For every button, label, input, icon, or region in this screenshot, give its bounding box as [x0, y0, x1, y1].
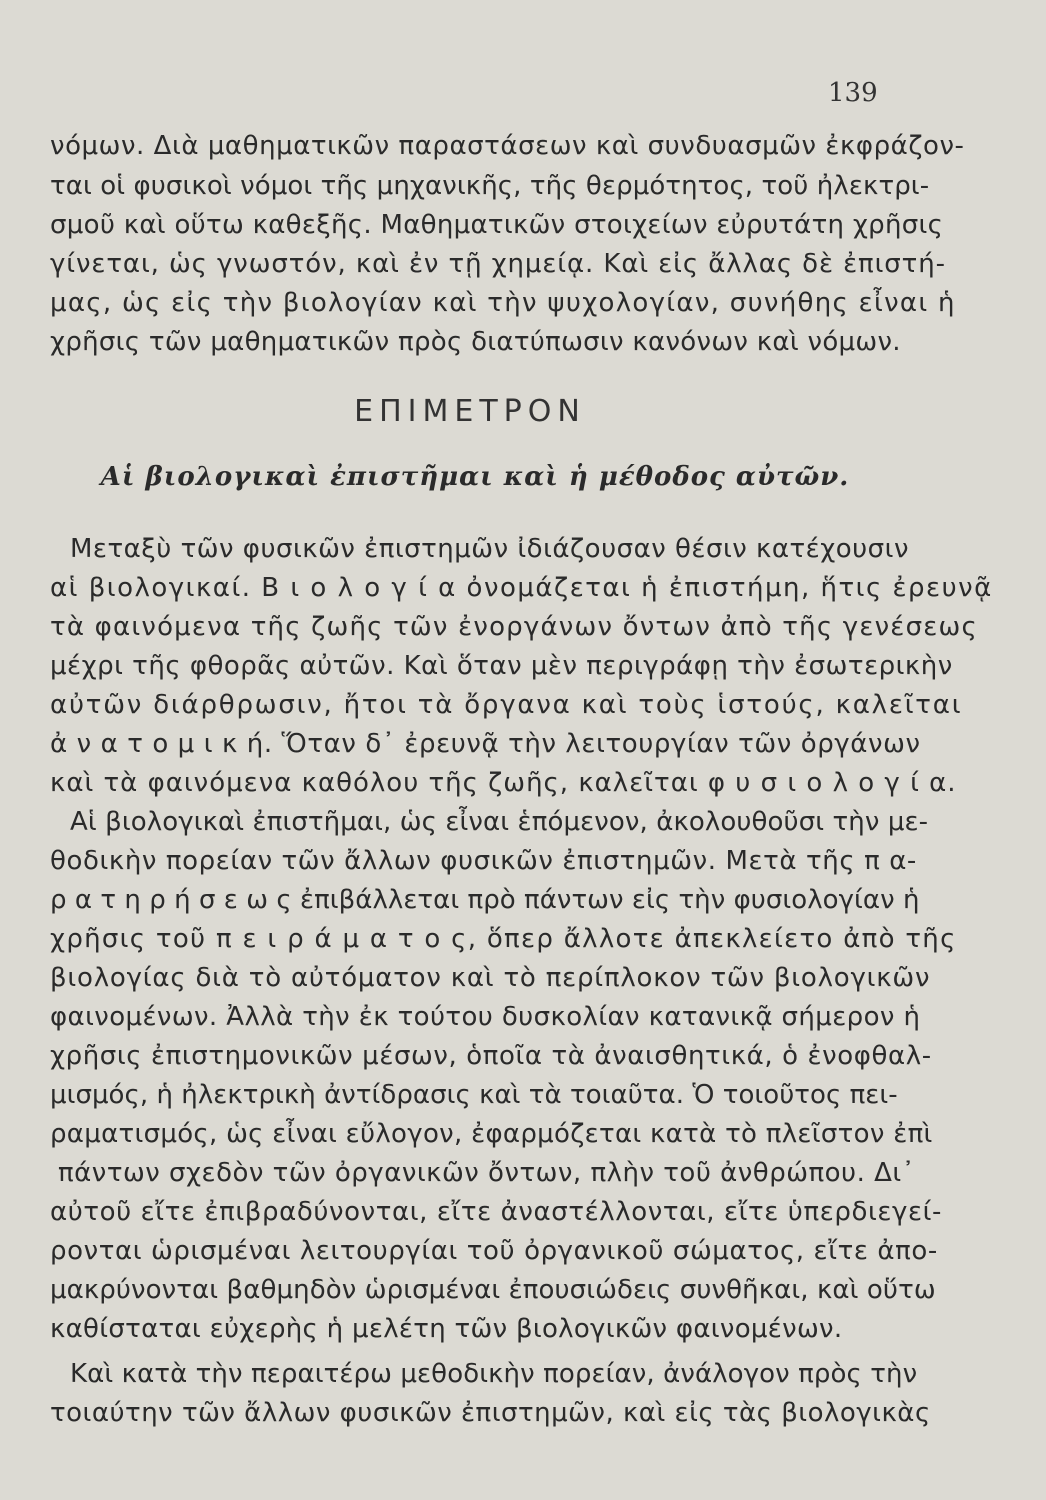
text-line: αὐτῶν διάρθρωσιν, ἤτοι τὰ ὄργανα καὶ τοὺς ἱστούς, καλεῖται	[50, 690, 963, 720]
text-line: ἀ ν α τ ο μ ι κ ή. Ὅταν δ᾽ ἐρευνᾷ τὴν λειτουργίαν τῶν ὀργάνων	[50, 729, 921, 759]
text-line: μέχρι τῆς φθορᾶς αὐτῶν. Καὶ ὅταν μὲν περιγράφῃ τὴν ἐσωτερικὴν	[50, 651, 953, 681]
text-line: ραματισμός, ὡς εἶναι εὔλογον, ἐφαρμόζεται κατὰ τὸ πλεῖστον ἐπὶ	[50, 1119, 933, 1149]
text-line: χρῆσις τῶν μαθηματικῶν πρὸς διατύπωσιν κανόνων καὶ νόμων.	[50, 327, 901, 357]
text-line: θοδικὴν πορείαν τῶν ἄλλων φυσικῶν ἐπιστημῶν. Μετὰ τῆς π α-	[50, 846, 917, 876]
text-line: ρονται ὡρισμέναι λειτουργίαι τοῦ ὀργανικοῦ σώματος, εἴτε ἀπο-	[50, 1236, 938, 1266]
text-line: χρῆσις τοῦ π ε ι ρ ά μ α τ ο ς, ὅπερ ἄλλοτε ἀπεκλείετο ἀπὸ τῆς	[50, 924, 957, 954]
page-number: 139	[828, 78, 878, 108]
text-line: μας, ὡς εἰς τὴν βιολογίαν καὶ τὴν ψυχολογίαν, συνήθης εἶναι ἡ	[50, 288, 956, 318]
text-line: νόμων. Διὰ μαθηματικῶν παραστάσεων καὶ συνδυασμῶν ἐκφράζον-	[50, 131, 965, 161]
text-line: αἱ βιολογικαί. Β ι ο λ ο γ ί α ὀνομάζεται ἡ ἐπιστήμη, ἥτις ἐρευνᾷ	[50, 573, 993, 603]
text-line: τὰ φαινόμενα τῆς ζωῆς τῶν ἐνοργάνων ὄντων ἀπὸ τῆς γενέσεως	[50, 612, 978, 642]
section-heading: ΕΠΙΜΕΤΡΟΝ	[354, 394, 586, 429]
text-line: βιολογίας διὰ τὸ αὐτόματον καὶ τὸ περίπλοκον τῶν βιολογικῶν	[50, 963, 931, 993]
text-line: Καὶ κατὰ τὴν περαιτέρω μεθοδικὴν πορείαν, ἀνάλογον πρὸς τὴν	[70, 1359, 918, 1389]
text-line: χρῆσις ἐπιστημονικῶν μέσων, ὁποῖα τὰ ἀναισθητικά, ὁ ἐνοφθαλ-	[50, 1041, 932, 1071]
text-line: μισμός, ἡ ἠλεκτρικὴ ἀντίδρασις καὶ τὰ τοιαῦτα. Ὁ τοιοῦτος πει-	[50, 1080, 898, 1110]
text-line: καθίσταται εὐχερὴς ἡ μελέτη τῶν βιολογικῶν φαινομένων.	[50, 1314, 843, 1344]
text-line: καὶ τὰ φαινόμενα καθόλου τῆς ζωῆς, καλεῖται φ υ σ ι ο λ ο γ ί α.	[50, 768, 957, 798]
text-line: πάντων σχεδὸν τῶν ὀργανικῶν ὄντων, πλὴν τοῦ ἀνθρώπου. Δι᾽	[58, 1158, 916, 1188]
text-line: τοιαύτην τῶν ἄλλων φυσικῶν ἐπιστημῶν, καὶ εἰς τὰς βιολογικὰς	[50, 1398, 931, 1428]
text-line: ρ α τ η ρ ή σ ε ω ς ἐπιβάλλεται πρὸ πάντων εἰς τὴν φυσιολογίαν ἡ	[50, 885, 920, 915]
text-line: μακρύνονται βαθμηδὸν ὡρισμέναι ἐπουσιώδεις συνθῆκαι, καὶ οὕτω	[50, 1275, 936, 1305]
text-line: αὐτοῦ εἴτε ἐπιβραδύνονται, εἴτε ἀναστέλλονται, εἴτε ὑπερδιεγεί-	[50, 1197, 943, 1227]
text-line: γίνεται, ὡς γνωστόν, καὶ ἐν τῇ χημείᾳ. Καὶ εἰς ἄλλας δὲ ἐπιστή-	[50, 249, 946, 279]
text-line: ται οἱ φυσικοὶ νόμοι τῆς μηχανικῆς, τῆς θερμότητος, τοῦ ἠλεκτρι-	[50, 171, 930, 201]
section-subtitle: Αἱ βιολογικαὶ ἐπιστῆμαι καὶ ἡ μέθοδος αὐτῶν.	[100, 462, 850, 492]
text-line: Αἱ βιολογικαὶ ἐπιστῆμαι, ὡς εἶναι ἑπόμενον, ἀκολουθοῦσι τὴν με-	[70, 807, 929, 837]
text-line: φαινομένων. Ἀλλὰ τὴν ἐκ τούτου δυσκολίαν κατανικᾷ σήμερον ἡ	[50, 1002, 921, 1032]
text-line: Μεταξὺ τῶν φυσικῶν ἐπιστημῶν ἰδιάζουσαν θέσιν κατέχουσιν	[70, 534, 909, 564]
text-line: σμοῦ καὶ οὕτω καθεξῆς. Μαθηματικῶν στοιχείων εὐρυτάτη χρῆσις	[50, 210, 944, 240]
